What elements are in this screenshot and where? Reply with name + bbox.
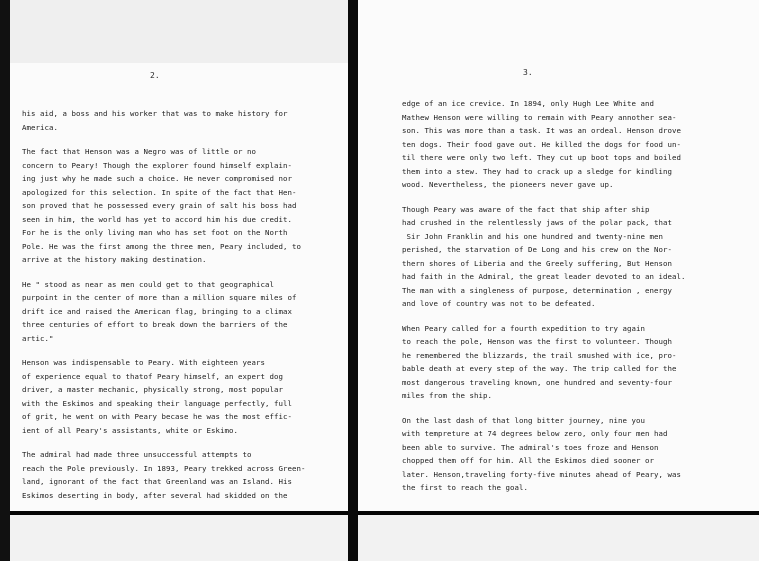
text-line: he remembered the blizzards, the trail smushed with ice, pro- — [402, 350, 677, 360]
text-line: them into a stew. They had to crack up a sledge for kindling — [402, 166, 672, 176]
text-line: driver, a master mechanic, physically strong, most popular — [22, 385, 283, 394]
scan-edge-left — [0, 0, 10, 561]
text-line: The man with a singleness of purpose, determination , energy — [402, 285, 672, 295]
text-line: concern to Peary! Though the explorer found himself explain- — [22, 160, 292, 170]
text-line: been able to survive. The admiral's toes froze and Henson — [402, 442, 659, 452]
text-line: ten dogs. Their food gave out. He killed the dogs for food un- — [402, 139, 681, 149]
text-line: wood. Nevertheless, the pioneers never gave up. — [402, 180, 614, 189]
page-gutter — [348, 0, 358, 561]
text-line: Henson was indispensable to Peary. With eighteen years — [22, 358, 265, 367]
text-line: son proved that he possessed every grain of salt his boss had — [22, 201, 297, 210]
text-line: artic." — [22, 333, 54, 343]
text-line: of experience equal to thatof Peary himself, an expert dog — [22, 371, 283, 381]
text-line: bable death at every step of the way. The trip called for the — [402, 364, 677, 373]
text-line: Pole. He was the first among the three men, Peary included, to — [22, 241, 301, 251]
paragraph-gap — [22, 437, 305, 448]
text-line: apologized for this selection. In spite of the fact that Hen- — [22, 187, 297, 197]
text-line: purpoint in the center of more than a million square miles of — [22, 293, 297, 302]
text-line: til there were only two left. They cut up boot tops and boiled — [402, 153, 681, 162]
text-line: Though Peary was aware of the fact that ship after ship — [402, 204, 650, 214]
text-line: drift ice and raised the American flag, bringing to a climax — [22, 306, 292, 316]
left-page-number: 2. — [150, 71, 160, 80]
text-line: later. Henson,traveling forty-five minutes ahead of Peary, was — [402, 469, 681, 479]
text-line: had faith in the Admiral, the great leader devoted to an ideal. — [402, 272, 686, 281]
text-line: arrive at the history making destination. — [22, 255, 207, 264]
text-line: had crushed in the relentlessly jaws of the polar pack, that — [402, 218, 672, 227]
text-line: land, ignorant of the fact that Greenland was an Island. His — [22, 477, 292, 486]
text-line: to reach the pole, Henson was the first to volunteer. Though — [402, 337, 672, 346]
text-line: reach the Pole previously. In 1893, Peary trekked across Green- — [22, 463, 306, 473]
text-line: For he is the only living man who has set foot on the North — [22, 228, 288, 237]
scan-background-bottom — [0, 515, 759, 561]
text-line: thern shores of Liberia and the Greely suffering, But Henson — [402, 258, 672, 268]
text-line: The admiral had made three unsuccessful attempts to — [22, 450, 252, 459]
paragraph-gap — [22, 267, 305, 278]
text-line: When Peary called for a fourth expedition to try again — [402, 323, 645, 333]
text-line: America. — [22, 122, 58, 132]
text-line: chopped them off for him. All the Eskimos died sooner or — [402, 456, 654, 465]
left-page-text — [22, 107, 305, 502]
text-line: edge of an ice crevice. In 1894, only Hugh Lee White and — [402, 99, 654, 108]
paragraph-gap — [22, 345, 305, 356]
text-line: On the last dash of that long bitter journey, nine you — [402, 415, 645, 425]
text-line: with the Eskimos and speaking their language perfectly, full — [22, 398, 292, 408]
text-line: seen in him, the world has yet to accord him his due credit. — [22, 214, 292, 224]
text-line: Mathew Henson were willing to remain with Peary annother sea- — [402, 112, 677, 122]
text-line: and love of country was not to be defeated. — [402, 299, 596, 308]
paragraph-gap — [402, 403, 685, 414]
text-line: son. This was more than a task. It was an ordeal. Henson drove — [402, 126, 681, 135]
text-line: with tempreture at 74 degrees below zero, only four men had — [402, 429, 668, 438]
paragraph-gap — [22, 134, 305, 145]
text-line: his aid, a boss and his worker that was to make history for — [22, 109, 288, 118]
text-line: ing just why he made such a choice. He never compromised nor — [22, 174, 292, 183]
paragraph-gap — [402, 311, 685, 322]
text-line: three centuries of effort to break down the barriers of the — [22, 320, 288, 329]
right-page-number: 3. — [523, 68, 533, 77]
right-page-text — [402, 97, 685, 495]
text-line: perished, the starvation of De Long and his crew on the Nor- — [402, 245, 672, 254]
text-line: ient of all Peary's assistants, white or Eskimo. — [22, 425, 238, 435]
text-line: The fact that Henson was a Negro was of little or no — [22, 147, 256, 156]
text-line: miles from the ship. — [402, 391, 492, 400]
text-line: the first to reach the goal. — [402, 483, 528, 492]
right-page — [358, 0, 759, 511]
text-line: Sir John Franklin and his one hundred and twenty-nine men — [402, 231, 663, 241]
text-line: most dangerous traveling known, one hundred and seventy-four — [402, 377, 672, 387]
text-line: of grit, he went on with Peary becase he was the most effic- — [22, 412, 292, 421]
left-page — [10, 63, 348, 511]
text-line: He " stood as near as men could get to that geographical — [22, 279, 274, 289]
text-line: Eskimos deserting in body, after several had skidded on the — [22, 490, 288, 500]
paragraph-gap — [402, 192, 685, 203]
